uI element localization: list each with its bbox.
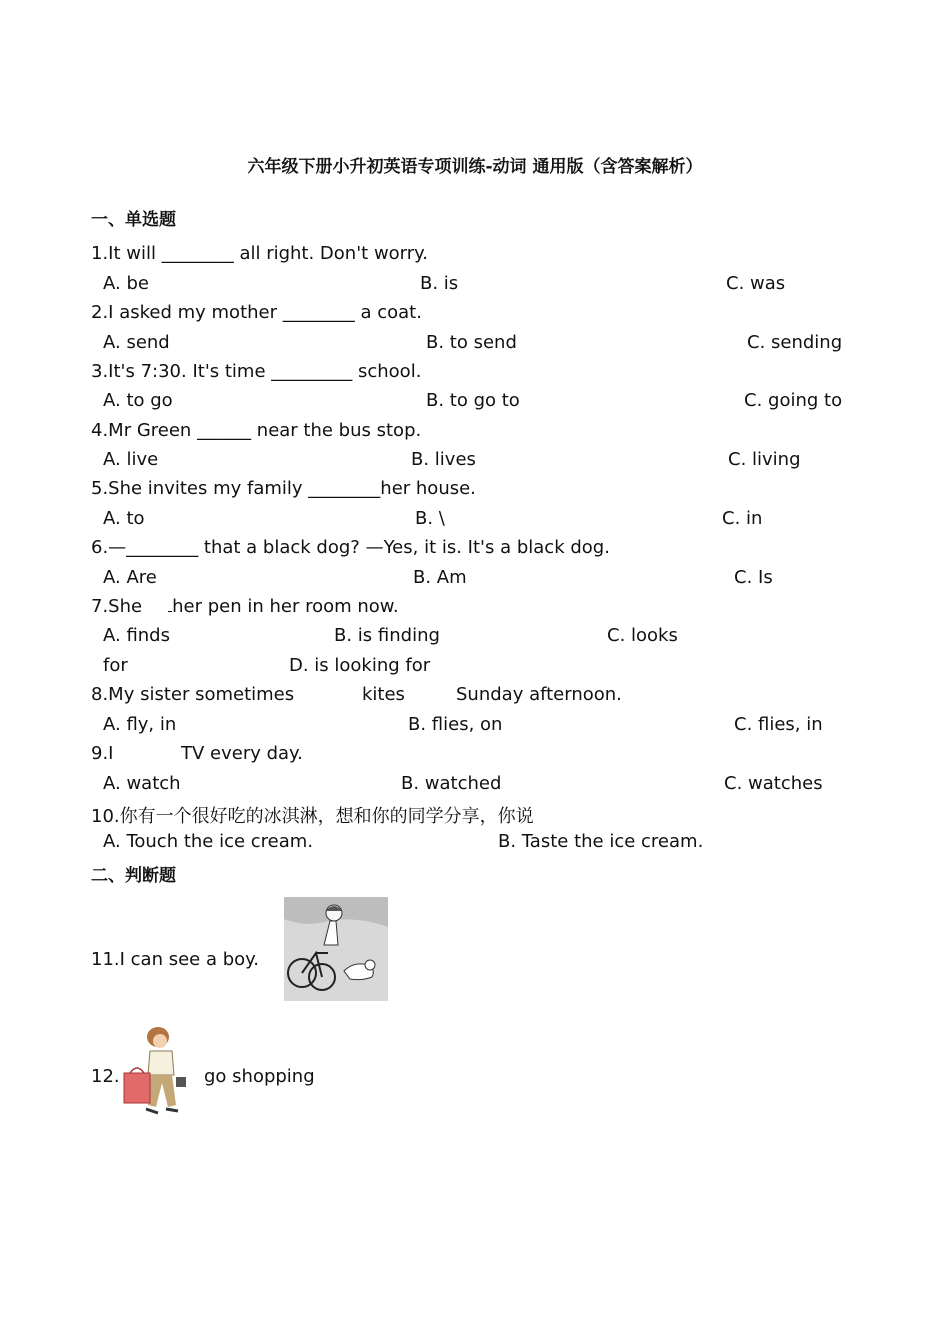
option-3c: C. going to	[744, 390, 843, 411]
option-7d: D. is looking for	[289, 655, 431, 676]
question-5: 5.She invites my family ________her house.	[91, 478, 476, 499]
option-6b: B. Am	[413, 567, 467, 588]
option-7b: B. is finding	[334, 625, 440, 646]
answer-blank: ______	[197, 420, 252, 441]
question-8-mid: kites	[362, 684, 405, 705]
answer-blank: ________	[161, 243, 234, 264]
option-7c-line2: for	[103, 655, 128, 676]
question-6: 6.—________ that a black dog? —Yes, it is. It's a black dog.	[91, 537, 610, 558]
option-1b: B. is	[420, 273, 459, 294]
question-12: 12.	[91, 1066, 120, 1087]
girl-riding-bicycle-image	[284, 897, 388, 1001]
option-1c: C. was	[726, 273, 786, 294]
section-heading-true-false: 二、判断题	[91, 866, 176, 886]
question-12-text: go shopping	[204, 1066, 315, 1087]
question-4: 4.Mr Green ______ near the bus stop.	[91, 420, 422, 441]
page-title: 六年级下册小升初英语专项训练-动词 通用版（含答案解析）	[247, 157, 703, 177]
woman-shopping-image	[120, 1025, 200, 1120]
option-2c: C. sending	[747, 332, 843, 353]
option-10b: B. Taste the ice cream.	[498, 831, 704, 852]
option-2b: B. to send	[426, 332, 517, 353]
section-heading-single-choice: 一、单选题	[91, 210, 176, 230]
option-8a: A. fly, in	[103, 714, 177, 735]
option-3b: B. to go to	[426, 390, 520, 411]
answer-blank: ________	[282, 302, 355, 323]
question-2: 2.I asked my mother ________ a coat.	[91, 302, 422, 323]
question-8: 8.My sister sometimes	[91, 684, 295, 705]
question-11: 11.I can see a boy.	[91, 949, 259, 970]
question-8-end: Sunday afternoon.	[456, 684, 622, 705]
answer-blank: _________	[271, 361, 353, 382]
answer-blank: ________	[126, 537, 199, 558]
option-9b: B. watched	[401, 773, 502, 794]
question-1: 1.It will ________ all right. Don't worry.	[91, 243, 428, 264]
question-7: 7.She her pen in her room now.	[91, 596, 399, 617]
option-8c: C. flies, in	[734, 714, 823, 735]
answer-blank: ________	[308, 478, 381, 499]
option-10a: A. Touch the ice cream.	[103, 831, 314, 852]
option-8b: B. flies, on	[408, 714, 503, 735]
option-7a: A. finds	[103, 625, 170, 646]
option-4a: A. live	[103, 449, 159, 470]
option-6c: C. Is	[734, 567, 773, 588]
option-7c-line1: C. looks	[607, 625, 678, 646]
option-6a: A. Are	[103, 567, 157, 588]
option-4c: C. living	[728, 449, 801, 470]
option-9a: A. watch	[103, 773, 181, 794]
option-2a: A. send	[103, 332, 170, 353]
question-10: 10.你有一个很好吃的冰淇淋，想和你的同学分享，你说	[91, 806, 534, 827]
option-3a: A. to go	[103, 390, 173, 411]
option-1a: A. be	[103, 273, 149, 294]
option-5b: B. \	[415, 508, 445, 529]
question-9: 9.I	[91, 743, 114, 764]
option-5a: A. to	[103, 508, 145, 529]
option-4b: B. lives	[411, 449, 476, 470]
option-5c: C. in	[722, 508, 763, 529]
option-9c: C. watches	[724, 773, 823, 794]
question-9-end: TV every day.	[181, 743, 303, 764]
question-3: 3.It's 7:30. It's time _________ school.	[91, 361, 422, 382]
